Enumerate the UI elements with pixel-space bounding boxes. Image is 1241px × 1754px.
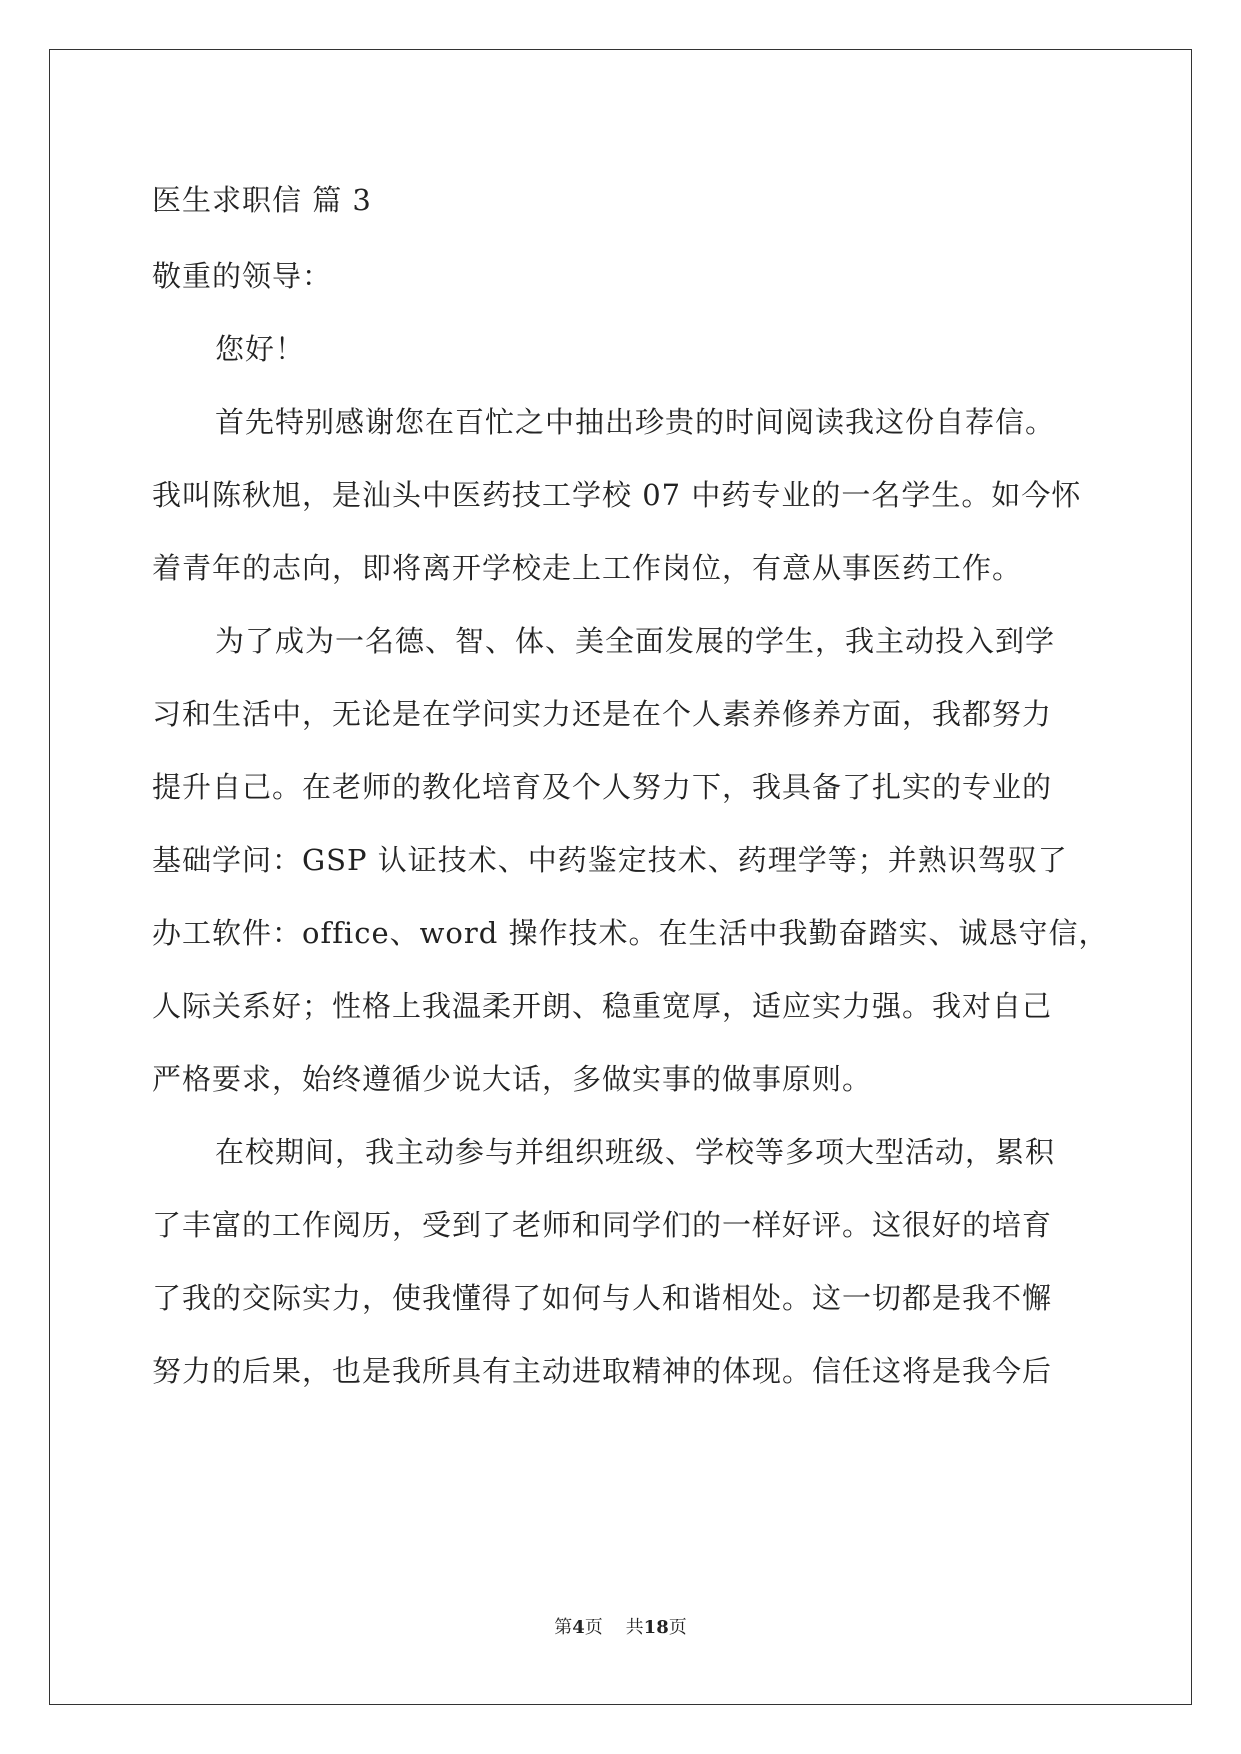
page-footer [0,1613,1241,1639]
text-line: 为了成为一名德、智、体、美全面发展的学生，我主动投入到学 [215,624,1056,658]
text-line: 基础学问：GSP 认证技术、中药鉴定技术、药理学等；并熟识驾驭了 [152,843,1068,877]
text-line: 办工软件：office、word 操作技术。在生活中我勤奋踏实、诚恳守信， [152,916,1109,950]
text-line: 习和生活中，无论是在学问实力还是在个人素养修养方面，我都努力 [152,697,1053,731]
text-line: 在校期间，我主动参与并组织班级、学校等多项大型活动，累积 [215,1135,1056,1169]
footer-total-suffix: 页 [668,1617,687,1638]
text-line: 着青年的志向，即将离开学校走上工作岗位，有意从事医药工作。 [152,551,1023,585]
text-line: 提升自己。在老师的教化培育及个人努力下，我具备了扎实的专业的 [152,770,1053,804]
footer-total-prefix: 共 [625,1617,644,1638]
text-line: 人际关系好；性格上我温柔开朗、稳重宽厚，适应实力强。我对自己 [152,989,1053,1023]
text-line: 您好！ [215,332,306,366]
text-line: 首先特别感谢您在百忙之中抽出珍贵的时间阅读我这份自荐信。 [215,405,1056,439]
text-line: 了我的交际实力，使我懂得了如何与人和谐相处。这一切都是我不懈 [152,1281,1053,1315]
letter-body [152,161,1109,1408]
document-title: 医生求职信 篇 3 [152,183,372,217]
text-line: 严格要求，始终遵循少说大话，多做实事的做事原则。 [152,1062,873,1096]
salutation: 敬重的领导： [152,259,333,293]
footer-total-pages: 18 [643,1617,669,1638]
text-line: 我叫陈秋旭，是汕头中医药技工学校 07 中药专业的一名学生。如今怀 [152,478,1082,512]
footer-prefix: 第 [554,1617,573,1638]
paragraph-lines [152,313,1109,1408]
text-line: 努力的后果，也是我所具有主动进取精神的体现。信任这将是我今后 [152,1354,1053,1388]
text-line: 了丰富的工作阅历，受到了老师和同学们的一样好评。这很好的培育 [152,1208,1053,1242]
footer-current-page: 4 [572,1617,585,1638]
footer-page-word: 页 [584,1617,603,1638]
